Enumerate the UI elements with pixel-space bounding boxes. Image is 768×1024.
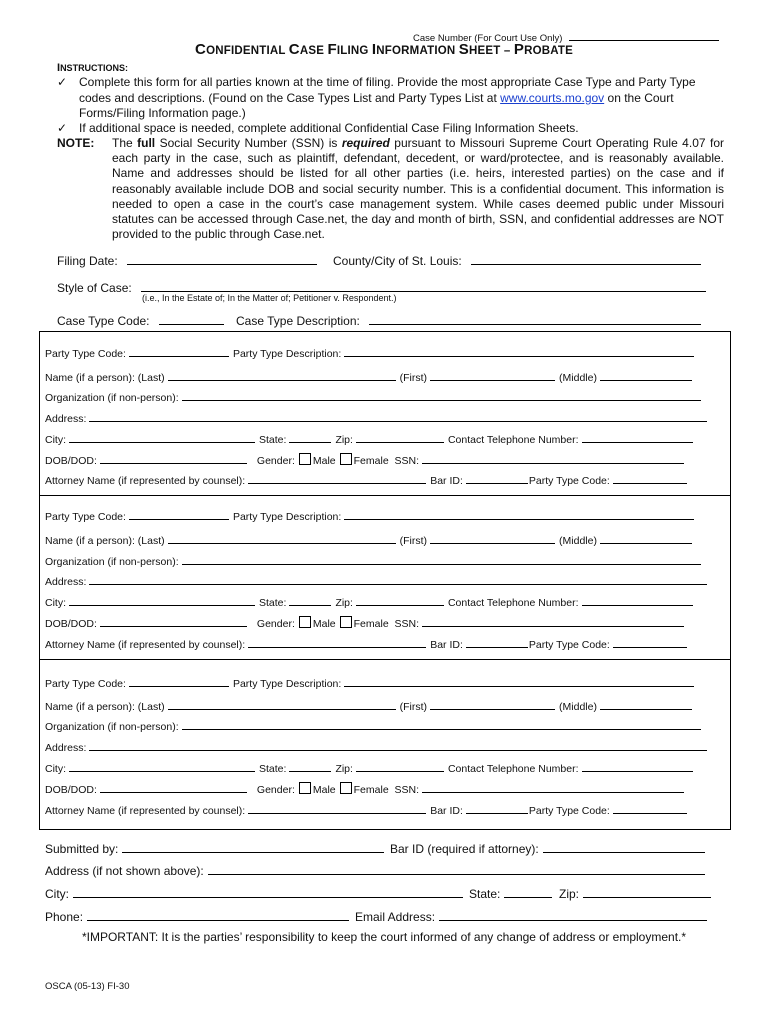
- submitted-by-field[interactable]: Submitted by:: [45, 840, 384, 856]
- case-type-code-field[interactable]: Case Type Code:: [57, 312, 224, 328]
- ssn-input[interactable]: [422, 780, 684, 793]
- city-input[interactable]: [69, 430, 255, 443]
- footer-state-field[interactable]: State:: [469, 885, 552, 901]
- party-3-city-row: City: State: Zip: Contact Telephone Number:: [45, 759, 693, 775]
- attorney-name-input[interactable]: [248, 801, 426, 814]
- female-checkbox[interactable]: [340, 616, 352, 628]
- middle-name-input[interactable]: [600, 531, 692, 544]
- bar-id-input[interactable]: [466, 471, 528, 484]
- state-input[interactable]: [289, 759, 331, 772]
- zip-input[interactable]: [356, 759, 444, 772]
- party-3-type-row: Party Type Code: Party Type Description:: [45, 674, 694, 690]
- first-name-input[interactable]: [430, 531, 555, 544]
- middle-name-input[interactable]: [600, 697, 692, 710]
- attorney-name-input[interactable]: [248, 635, 426, 648]
- instruction-bullet-2: ✓ If additional space is needed, complete additional Confidential Case Filing Information Sheets.: [57, 121, 579, 135]
- checkmark-icon: ✓: [57, 75, 68, 89]
- checkmark-icon: ✓: [57, 121, 68, 135]
- footer-phone-field[interactable]: Phone:: [45, 908, 349, 924]
- party-3-name-row: Name (if a person): (Last) (First) (Middle): [45, 697, 692, 713]
- party-type-code-input[interactable]: [613, 635, 687, 648]
- footer-city-field[interactable]: City:: [45, 885, 463, 901]
- middle-name-input[interactable]: [600, 368, 692, 381]
- organization-input[interactable]: [182, 388, 701, 401]
- party-type-code-input[interactable]: [613, 471, 687, 484]
- style-of-case-field[interactable]: Style of Case:: [57, 279, 706, 295]
- male-checkbox[interactable]: [299, 453, 311, 465]
- last-name-input[interactable]: [168, 368, 396, 381]
- footer-zip-field[interactable]: Zip:: [559, 885, 711, 901]
- bar-id-input[interactable]: [466, 635, 528, 648]
- party-2-name-row: Name (if a person): (Last) (First) (Middle): [45, 531, 692, 547]
- party-type-description-input[interactable]: [344, 674, 694, 687]
- dob-input[interactable]: [100, 614, 247, 627]
- note-text: The full Social Security Number (SSN) is required pursuant to Missouri Supreme Court Operating Rule 4.07 for each party in the case, such as plaintiff, defendant, decedent, or ward/protectee, and is reasonably available. Name and addresses should be listed for all other parties (i.e. heirs, interested parties) on the case and if reasonably available include DOB and social security number. This is a confidential document. This information is needed to open a case in the court’s case management system. While cases deemed public under Missouri statutes can be accessed through Case.net, the day and month of birth, SSN, and confidential addresses are NOT provided to the public through Case.net.: [112, 136, 724, 242]
- party-2-dob-row: DOB/DOD: Gender: Male Female SSN:: [45, 614, 684, 630]
- party-1-attorney-row: Attorney Name (if represented by counsel): Bar ID: Party Type Code:: [45, 471, 687, 487]
- zip-input[interactable]: [356, 593, 444, 606]
- bar-id-attorney-field[interactable]: Bar ID (required if attorney):: [390, 840, 705, 856]
- filing-date-field[interactable]: Filing Date:: [57, 252, 317, 268]
- party-1-address-row: Address:: [45, 409, 707, 425]
- party-3-address-row: Address:: [45, 738, 707, 754]
- ssn-input[interactable]: [422, 614, 684, 627]
- party-type-code-input[interactable]: [613, 801, 687, 814]
- case-number-label: Case Number (For Court Use Only): [413, 33, 563, 44]
- female-checkbox[interactable]: [340, 453, 352, 465]
- party-type-code-input[interactable]: [129, 507, 229, 520]
- party-divider: [39, 495, 730, 496]
- first-name-input[interactable]: [430, 368, 555, 381]
- zip-input[interactable]: [356, 430, 444, 443]
- state-input[interactable]: [289, 593, 331, 606]
- phone-input[interactable]: [582, 759, 693, 772]
- state-input[interactable]: [289, 430, 331, 443]
- instruction-bullet-1: ✓ Complete this form for all parties known at the time of filing. Provide the most appropriate Case Type and Party Type codes and descriptions. (Found on the Case Types List and Party Types List at www.courts.mo.gov on the Court Forms/Filing Information page.): [57, 75, 696, 120]
- case-type-description-field[interactable]: Case Type Description:: [236, 312, 701, 328]
- last-name-input[interactable]: [168, 697, 396, 710]
- male-checkbox[interactable]: [299, 616, 311, 628]
- party-1-dob-row: DOB/DOD: Gender: Male Female SSN:: [45, 451, 684, 467]
- organization-input[interactable]: [182, 717, 701, 730]
- party-1-city-row: City: State: Zip: Contact Telephone Number:: [45, 430, 693, 446]
- dob-input[interactable]: [100, 451, 247, 464]
- important-notice: *IMPORTANT: It is the parties’ responsibility to keep the court informed of any change of address or employment.*: [81, 930, 687, 944]
- style-of-case-hint: (i.e., In the Estate of; In the Matter of; Petitioner v. Respondent.): [142, 293, 397, 303]
- ssn-input[interactable]: [422, 451, 684, 464]
- form-title: CONFIDENTIAL CASE FILING INFORMATION SHEET – PROBATE: [195, 41, 573, 58]
- party-2-type-row: Party Type Code: Party Type Description:: [45, 507, 694, 523]
- instructions-heading: INSTRUCTIONS:: [57, 62, 129, 74]
- address-input[interactable]: [89, 409, 707, 422]
- organization-input[interactable]: [182, 552, 701, 565]
- party-2-org-row: Organization (if non-person):: [45, 552, 701, 568]
- female-checkbox[interactable]: [340, 782, 352, 794]
- note-label: NOTE:: [57, 136, 95, 150]
- party-1-type-row: Party Type Code: Party Type Description:: [45, 344, 694, 360]
- address-input[interactable]: [89, 572, 707, 585]
- party-2-address-row: Address:: [45, 572, 707, 588]
- form-id: OSCA (05-13) FI-30: [45, 981, 130, 992]
- party-type-description-input[interactable]: [344, 344, 694, 357]
- last-name-input[interactable]: [168, 531, 396, 544]
- bar-id-input[interactable]: [466, 801, 528, 814]
- city-input[interactable]: [69, 593, 255, 606]
- first-name-input[interactable]: [430, 697, 555, 710]
- attorney-name-input[interactable]: [248, 471, 426, 484]
- footer-email-field[interactable]: Email Address:: [355, 908, 707, 924]
- party-3-org-row: Organization (if non-person):: [45, 717, 701, 733]
- party-2-attorney-row: Attorney Name (if represented by counsel): Bar ID: Party Type Code:: [45, 635, 687, 651]
- dob-input[interactable]: [100, 780, 247, 793]
- address-not-shown-field[interactable]: Address (if not shown above):: [45, 862, 705, 878]
- party-type-code-input[interactable]: [129, 344, 229, 357]
- party-3-attorney-row: Attorney Name (if represented by counsel): Bar ID: Party Type Code:: [45, 801, 687, 817]
- case-number-line[interactable]: [569, 28, 719, 41]
- courts-website-link[interactable]: www.courts.mo.gov: [500, 90, 605, 105]
- city-input[interactable]: [69, 759, 255, 772]
- male-checkbox[interactable]: [299, 782, 311, 794]
- phone-input[interactable]: [582, 593, 693, 606]
- party-type-description-input[interactable]: [344, 507, 694, 520]
- party-divider: [39, 659, 730, 660]
- address-input[interactable]: [89, 738, 707, 751]
- party-1-org-row: Organization (if non-person):: [45, 388, 701, 404]
- county-field[interactable]: County/City of St. Louis:: [333, 252, 701, 268]
- party-type-code-input[interactable]: [129, 674, 229, 687]
- party-3-dob-row: DOB/DOD: Gender: Male Female SSN:: [45, 780, 684, 796]
- party-2-city-row: City: State: Zip: Contact Telephone Number:: [45, 593, 693, 609]
- party-1-name-row: Name (if a person): (Last) (First) (Middle): [45, 368, 692, 384]
- phone-input[interactable]: [582, 430, 693, 443]
